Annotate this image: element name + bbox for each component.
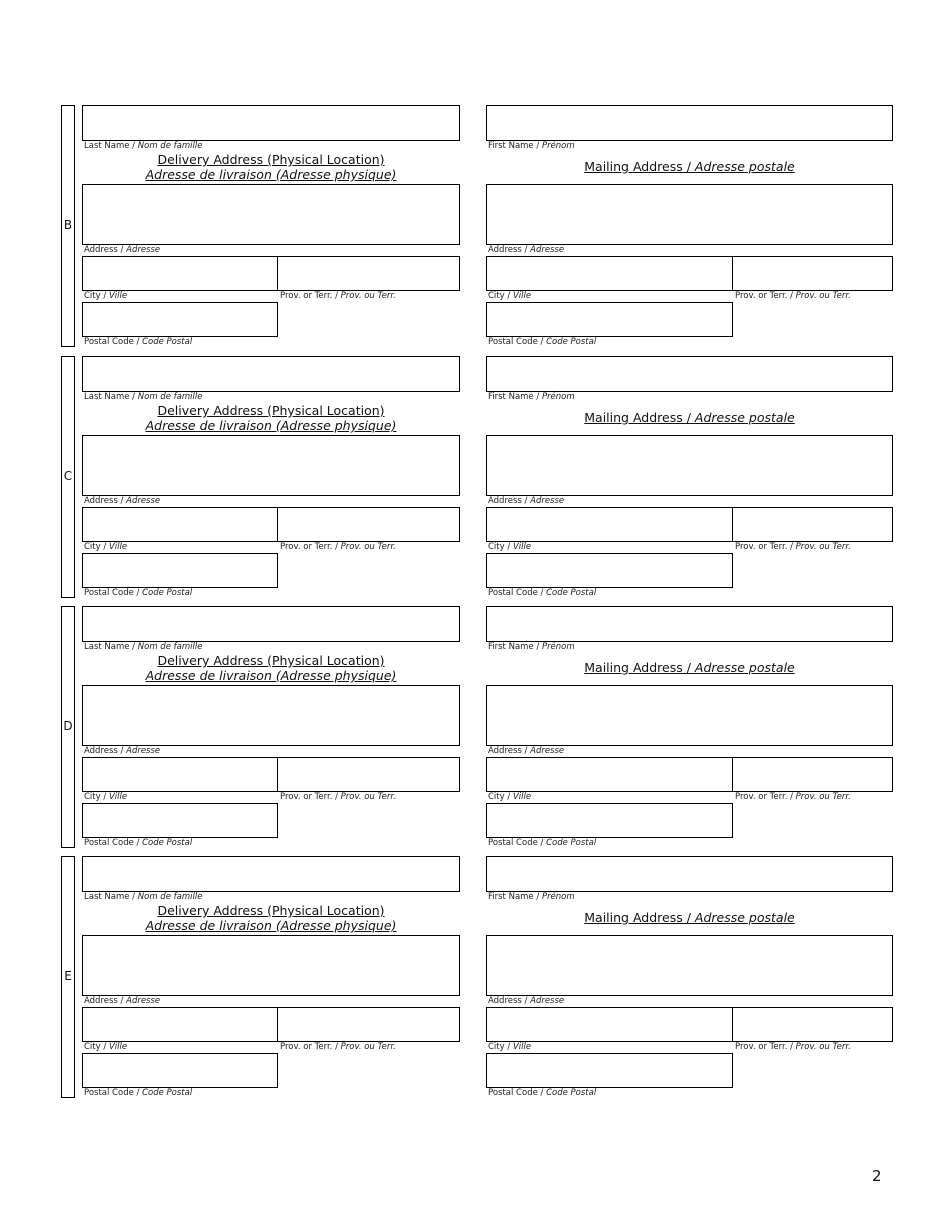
mailing-prov-label: Prov. or Terr. / Prov. ou Terr. (735, 542, 851, 552)
delivery-city-field[interactable] (82, 1007, 278, 1042)
mailing-city-label: City / Ville (488, 1042, 532, 1052)
first-name-label: First Name / Prénom (488, 892, 575, 902)
last-name-field[interactable] (82, 356, 460, 392)
delivery-prov-label: Prov. or Terr. / Prov. ou Terr. (280, 542, 396, 552)
delivery-city-label: City / Ville (84, 1042, 128, 1052)
section-letter: B (63, 218, 73, 232)
last-name-label: Last Name / Nom de famille (84, 392, 203, 402)
delivery-address-label: Address / Adresse (84, 996, 161, 1006)
delivery-prov-label: Prov. or Terr. / Prov. ou Terr. (280, 792, 396, 802)
mailing-prov-label: Prov. or Terr. / Prov. ou Terr. (735, 291, 851, 301)
first-name-field[interactable] (486, 856, 893, 892)
delivery-address-label: Address / Adresse (84, 245, 161, 255)
delivery-postal-label: Postal Code / Code Postal (84, 1088, 193, 1098)
delivery-prov-field[interactable] (277, 507, 460, 542)
mailing-prov-label: Prov. or Terr. / Prov. ou Terr. (735, 792, 851, 802)
mailing-city-label: City / Ville (488, 792, 532, 802)
mailing-address-heading: Mailing Address / Adresse postale (584, 910, 795, 925)
mailing-postal-field[interactable] (486, 1053, 733, 1088)
applicant-section-e (0, 856, 950, 1106)
mailing-prov-field[interactable] (732, 1007, 893, 1042)
delivery-prov-field[interactable] (277, 1007, 460, 1042)
first-name-field[interactable] (486, 356, 893, 392)
last-name-field[interactable] (82, 105, 460, 141)
mailing-address-field[interactable] (486, 184, 893, 245)
delivery-postal-label: Postal Code / Code Postal (84, 588, 193, 598)
mailing-prov-label: Prov. or Terr. / Prov. ou Terr. (735, 1042, 851, 1052)
mailing-city-field[interactable] (486, 757, 733, 792)
mailing-city-label: City / Ville (488, 291, 532, 301)
last-name-field[interactable] (82, 856, 460, 892)
last-name-field[interactable] (82, 606, 460, 642)
delivery-prov-field[interactable] (277, 757, 460, 792)
delivery-address-field[interactable] (82, 435, 460, 496)
first-name-field[interactable] (486, 606, 893, 642)
mailing-postal-label: Postal Code / Code Postal (488, 588, 597, 598)
mailing-city-field[interactable] (486, 256, 733, 291)
mailing-address-heading: Mailing Address / Adresse postale (584, 159, 795, 174)
delivery-prov-label: Prov. or Terr. / Prov. ou Terr. (280, 1042, 396, 1052)
mailing-prov-field[interactable] (732, 507, 893, 542)
last-name-label: Last Name / Nom de famille (84, 642, 203, 652)
mailing-postal-label: Postal Code / Code Postal (488, 838, 597, 848)
delivery-address-heading: Delivery Address (Physical Location) Adresse de livraison (Adresse physique) (145, 653, 397, 683)
delivery-city-label: City / Ville (84, 291, 128, 301)
mailing-address-heading: Mailing Address / Adresse postale (584, 410, 795, 425)
first-name-field[interactable] (486, 105, 893, 141)
delivery-city-field[interactable] (82, 757, 278, 792)
mailing-address-label: Address / Adresse (488, 496, 565, 506)
delivery-address-heading: Delivery Address (Physical Location) Adresse de livraison (Adresse physique) (145, 903, 397, 933)
mailing-address-field[interactable] (486, 435, 893, 496)
mailing-postal-field[interactable] (486, 553, 733, 588)
mailing-postal-field[interactable] (486, 803, 733, 838)
last-name-label: Last Name / Nom de famille (84, 892, 203, 902)
delivery-city-label: City / Ville (84, 792, 128, 802)
section-letter: D (63, 719, 73, 733)
delivery-prov-field[interactable] (277, 256, 460, 291)
mailing-city-field[interactable] (486, 507, 733, 542)
delivery-postal-field[interactable] (82, 553, 278, 588)
mailing-city-label: City / Ville (488, 542, 532, 552)
delivery-address-label: Address / Adresse (84, 746, 161, 756)
delivery-address-field[interactable] (82, 184, 460, 245)
delivery-address-field[interactable] (82, 685, 460, 746)
delivery-postal-label: Postal Code / Code Postal (84, 838, 193, 848)
delivery-city-field[interactable] (82, 507, 278, 542)
delivery-prov-label: Prov. or Terr. / Prov. ou Terr. (280, 291, 396, 301)
mailing-prov-field[interactable] (732, 256, 893, 291)
applicant-section-d (0, 606, 950, 856)
delivery-city-field[interactable] (82, 256, 278, 291)
page-number: 2 (872, 1167, 882, 1185)
mailing-prov-field[interactable] (732, 757, 893, 792)
mailing-address-label: Address / Adresse (488, 746, 565, 756)
mailing-address-label: Address / Adresse (488, 245, 565, 255)
mailing-city-field[interactable] (486, 1007, 733, 1042)
delivery-address-field[interactable] (82, 935, 460, 996)
delivery-postal-field[interactable] (82, 1053, 278, 1088)
applicant-section-c (0, 356, 950, 606)
mailing-address-field[interactable] (486, 935, 893, 996)
mailing-address-field[interactable] (486, 685, 893, 746)
delivery-postal-field[interactable] (82, 302, 278, 337)
delivery-address-heading: Delivery Address (Physical Location) Adresse de livraison (Adresse physique) (145, 152, 397, 182)
delivery-city-label: City / Ville (84, 542, 128, 552)
first-name-label: First Name / Prénom (488, 141, 575, 151)
first-name-label: First Name / Prénom (488, 642, 575, 652)
mailing-postal-field[interactable] (486, 302, 733, 337)
delivery-postal-field[interactable] (82, 803, 278, 838)
mailing-address-heading: Mailing Address / Adresse postale (584, 660, 795, 675)
delivery-address-heading: Delivery Address (Physical Location) Adresse de livraison (Adresse physique) (145, 403, 397, 433)
mailing-postal-label: Postal Code / Code Postal (488, 337, 597, 347)
mailing-postal-label: Postal Code / Code Postal (488, 1088, 597, 1098)
delivery-postal-label: Postal Code / Code Postal (84, 337, 193, 347)
delivery-address-label: Address / Adresse (84, 496, 161, 506)
last-name-label: Last Name / Nom de famille (84, 141, 203, 151)
section-letter: E (64, 969, 72, 983)
applicant-section-b (0, 105, 950, 355)
mailing-address-label: Address / Adresse (488, 996, 565, 1006)
section-letter: C (63, 469, 73, 483)
first-name-label: First Name / Prénom (488, 392, 575, 402)
